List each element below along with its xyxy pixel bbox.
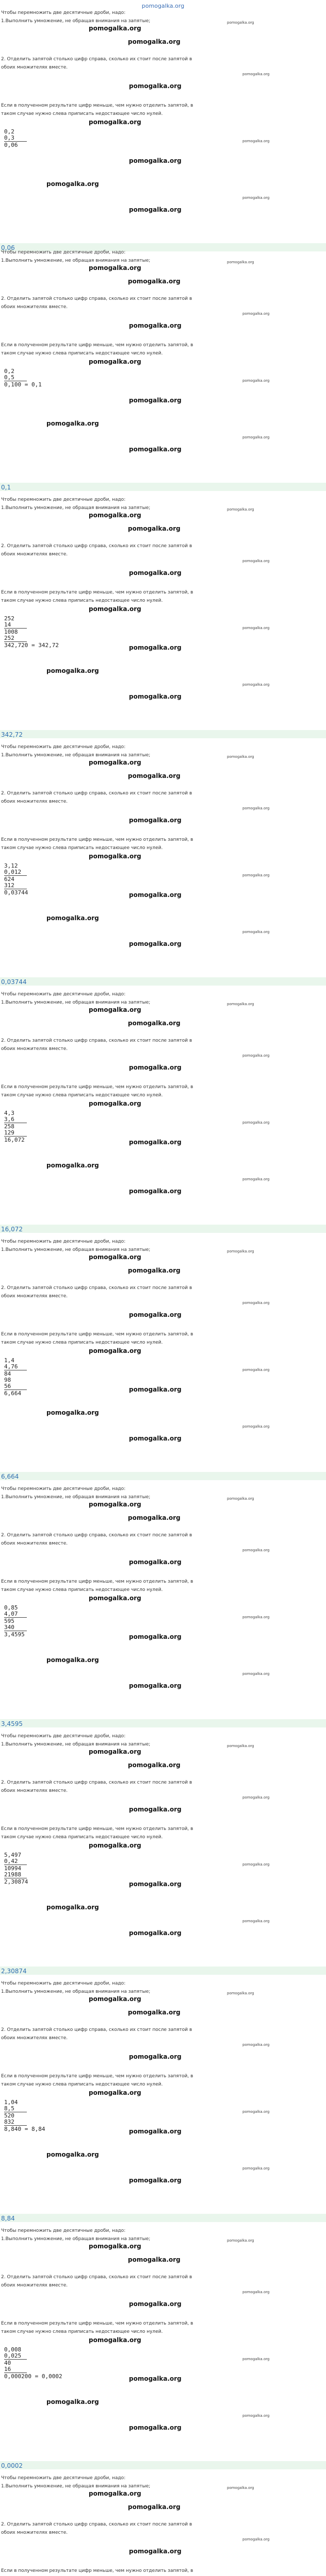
- watermark: pomogalka.org: [242, 873, 270, 877]
- instruction-step3b: таком случае нужно слева приписать недостающее число нулей.: [1, 1093, 163, 1098]
- column-row: 16,072: [4, 1137, 25, 1143]
- answer-bar: [0, 730, 326, 738]
- watermark: pomogalka.org: [89, 2243, 141, 2250]
- column-multiplication: [4, 129, 27, 148]
- instruction-step3b: таком случае нужно слева приписать недостающее число нулей.: [1, 598, 163, 603]
- column-row: 21988: [4, 1871, 22, 1878]
- watermark: pomogalka.org: [242, 559, 270, 563]
- answer-value: 16,072: [1, 1226, 23, 1233]
- instruction-intro: Чтобы перемножить две десятичные дроби, надо:: [1, 744, 126, 750]
- column-row: 0,2: [4, 368, 14, 375]
- answer-bar: [0, 1472, 326, 1480]
- watermark: pomogalka.org: [89, 1347, 141, 1354]
- instruction-step3b: таком случае нужно слева приписать недостающее число нулей.: [1, 1835, 163, 1840]
- watermark: pomogalka.org: [242, 1548, 270, 1552]
- watermark: pomogalka.org: [242, 379, 270, 383]
- instruction-step3a: Если в полученном результате цифр меньше, чем нужно отделить запятой, в: [1, 103, 193, 108]
- column-row: 0,025: [4, 2352, 22, 2359]
- watermark: pomogalka.org: [242, 1425, 270, 1429]
- watermark: pomogalka.org: [89, 1100, 141, 1107]
- instruction-intro: Чтобы перемножить две десятичные дроби, надо:: [1, 250, 126, 255]
- column-row: 10994: [4, 1865, 22, 1872]
- column-multiplication: [4, 1358, 27, 1397]
- instruction-step2a: 2. Отделить запятой столько цифр справа, сколько их стоит после запятой в: [1, 1780, 192, 1785]
- column-row: 624: [4, 876, 14, 883]
- column-row: 340: [4, 1624, 14, 1631]
- instruction-step3a: Если в полученном результате цифр меньше, чем нужно отделить запятой, в: [1, 1579, 193, 1584]
- watermark: pomogalka.org: [129, 569, 182, 577]
- column-row: 0,000200 = 0,0002: [4, 2373, 62, 2380]
- column-row: 5,497: [4, 1852, 22, 1858]
- answer-value: 0,03744: [1, 978, 27, 986]
- watermark: pomogalka.org: [242, 2537, 270, 2541]
- watermark: pomogalka.org: [129, 446, 182, 453]
- column-row: 56: [4, 1383, 11, 1389]
- column-row: 0,85: [4, 1604, 18, 1611]
- watermark: pomogalka.org: [128, 1020, 181, 1027]
- column-row: 3,6: [4, 1116, 14, 1123]
- watermark: pomogalka.org: [242, 196, 270, 200]
- watermark: pomogalka.org: [129, 2053, 182, 2060]
- watermark: pomogalka.org: [129, 2128, 182, 2135]
- column-row: 832: [4, 2119, 14, 2125]
- column-row: 342,720 = 342,72: [4, 642, 59, 649]
- column-row: 84: [4, 1370, 11, 1377]
- column-multiplication: [4, 1852, 28, 1885]
- column-row: 4,76: [4, 1363, 18, 1370]
- instruction-intro: Чтобы перемножить две десятичные дроби, надо:: [1, 1981, 126, 1986]
- answer-value: 3,4595: [1, 1720, 23, 1727]
- column-row: 8,5: [4, 2105, 14, 2112]
- instruction-step3b: таком случае нужно слева приписать недостающее число нулей.: [1, 111, 163, 116]
- watermark: pomogalka.org: [242, 1862, 270, 1867]
- answer-bar: [0, 1719, 326, 1727]
- watermark: pomogalka.org: [46, 180, 99, 188]
- column-multiplication: [4, 616, 59, 649]
- watermark: pomogalka.org: [128, 1514, 181, 1521]
- watermark: pomogalka.org: [46, 2151, 99, 2158]
- watermark: pomogalka.org: [89, 1006, 141, 1013]
- watermark: pomogalka.org: [242, 1054, 270, 1058]
- instruction-step1: 1.Выполнить умножение, не обращая внимания на запятые;: [1, 19, 151, 24]
- answer-value: 6,664: [1, 1473, 19, 1480]
- watermark: pomogalka.org: [89, 853, 141, 860]
- column-row: 2,30874: [4, 1878, 28, 1885]
- watermark: pomogalka.org: [227, 1991, 254, 1995]
- instruction-step2a: 2. Отделить запятой столько цифр справа, сколько их стоит после запятой в: [1, 544, 192, 549]
- watermark: pomogalka.org: [129, 1139, 182, 1146]
- instruction-step2a: 2. Отделить запятой столько цифр справа, сколько их стоит после запятой в: [1, 2522, 192, 2527]
- instruction-step1: 1.Выполнить умножение, не обращая внимания на запятые;: [1, 1495, 151, 1500]
- solution-section: [0, 1486, 326, 1728]
- instruction-step2b: обоих множителях вместе.: [1, 65, 68, 70]
- watermark: pomogalka.org: [242, 683, 270, 687]
- column-row: 6,664: [4, 1390, 22, 1397]
- watermark: pomogalka.org: [129, 206, 182, 213]
- column-row: 0,42: [4, 1858, 18, 1865]
- column-row: 252: [4, 635, 14, 641]
- column-row: 0,2: [4, 128, 14, 135]
- instruction-intro: Чтобы перемножить две десятичные дроби, надо:: [1, 1734, 126, 1739]
- site-header: [0, 0, 326, 11]
- watermark: pomogalka.org: [242, 1919, 270, 1923]
- instruction-step3a: Если в полученном результате цифр меньше, чем нужно отделить запятой, в: [1, 343, 193, 348]
- instruction-step2a: 2. Отделить запятой столько цифр справа, сколько их стоит после запятой в: [1, 2027, 192, 2032]
- instruction-step3a: Если в полученном результате цифр меньше, чем нужно отделить запятой, в: [1, 2074, 193, 2079]
- column-row: 0,03744: [4, 889, 28, 896]
- column-row: 4,07: [4, 1611, 18, 1617]
- instruction-step3b: таком случае нужно слева приписать недостающее число нулей.: [1, 1587, 163, 1592]
- watermark: pomogalka.org: [129, 1880, 182, 1888]
- watermark: pomogalka.org: [242, 435, 270, 439]
- instruction-step3b: таком случае нужно слева приписать недостающее число нулей.: [1, 845, 163, 851]
- solution-section: [0, 1734, 326, 1976]
- watermark: pomogalka.org: [242, 2357, 270, 2361]
- instruction-step2b: обоих множителях вместе.: [1, 304, 68, 310]
- answer-value: 342,72: [1, 731, 23, 738]
- watermark: pomogalka.org: [242, 1121, 270, 1125]
- watermark: pomogalka.org: [129, 2548, 182, 2555]
- instruction-step1: 1.Выполнить умножение, не обращая внимания на запятые;: [1, 753, 151, 758]
- watermark: pomogalka.org: [128, 278, 181, 285]
- watermark: pomogalka.org: [89, 25, 141, 32]
- watermark: pomogalka.org: [89, 605, 141, 613]
- column-row: 129: [4, 1129, 14, 1136]
- answer-bar: [0, 483, 326, 491]
- column-row: 0,100 = 0,1: [4, 381, 42, 388]
- instruction-step2b: обоих множителях вместе.: [1, 1788, 68, 1793]
- instruction-step3b: таком случае нужно слева приписать недостающее число нулей.: [1, 2329, 163, 2334]
- watermark: pomogalka.org: [128, 2256, 181, 2263]
- column-multiplication: [4, 2347, 62, 2380]
- watermark: pomogalka.org: [129, 1064, 182, 1071]
- watermark: pomogalka.org: [227, 1497, 254, 1501]
- watermark: pomogalka.org: [242, 1301, 270, 1305]
- solution-section: [0, 2476, 326, 2576]
- watermark: pomogalka.org: [227, 1249, 254, 1253]
- watermark: pomogalka.org: [242, 139, 270, 143]
- watermark: pomogalka.org: [242, 2043, 270, 2047]
- answer-bar: [0, 2461, 326, 2469]
- instruction-step3a: Если в полученном результате цифр меньше, чем нужно отделить запятой, в: [1, 2568, 193, 2573]
- watermark: pomogalka.org: [242, 626, 270, 630]
- watermark: pomogalka.org: [227, 21, 254, 25]
- instruction-step2a: 2. Отделить запятой столько цифр справа, сколько их стоит после запятой в: [1, 296, 192, 301]
- watermark: pomogalka.org: [129, 82, 182, 90]
- watermark: pomogalka.org: [89, 1501, 141, 1508]
- instruction-step1: 1.Выполнить умножение, не обращая внимания на запятые;: [1, 1742, 151, 1747]
- watermark: pomogalka.org: [46, 1656, 99, 1664]
- watermark: pomogalka.org: [46, 914, 99, 922]
- instruction-step1: 1.Выполнить умножение, не обращая внимания на запятые;: [1, 258, 151, 263]
- watermark: pomogalka.org: [129, 1311, 182, 1318]
- watermark: pomogalka.org: [46, 667, 99, 674]
- instruction-step2a: 2. Отделить запятой столько цифр справа, сколько их стоит после запятой в: [1, 1285, 192, 1291]
- instruction-step2a: 2. Отделить запятой столько цифр справа, сколько их стоит после запятой в: [1, 57, 192, 62]
- watermark: pomogalka.org: [128, 1761, 181, 1769]
- answer-bar: [0, 977, 326, 986]
- watermark: pomogalka.org: [242, 72, 270, 76]
- watermark: pomogalka.org: [129, 1633, 182, 1640]
- watermark: pomogalka.org: [89, 1842, 141, 1849]
- instruction-step2b: обоих множителях вместе.: [1, 1046, 68, 1052]
- answer-bar: [0, 2214, 326, 2222]
- solution-section: [0, 1239, 326, 1481]
- watermark: pomogalka.org: [129, 1435, 182, 1442]
- instruction-intro: Чтобы перемножить две десятичные дроби, надо:: [1, 992, 126, 997]
- watermark: pomogalka.org: [89, 1595, 141, 1602]
- watermark: pomogalka.org: [128, 2503, 181, 2511]
- watermark: pomogalka.org: [89, 2490, 141, 2497]
- watermark: pomogalka.org: [242, 806, 270, 810]
- watermark: pomogalka.org: [227, 1744, 254, 1748]
- watermark: pomogalka.org: [89, 1748, 141, 1755]
- column-row: 4,3: [4, 1110, 14, 1116]
- watermark: pomogalka.org: [129, 940, 182, 947]
- watermark: pomogalka.org: [46, 1904, 99, 1911]
- solution-section: [0, 1981, 326, 2223]
- instruction-step2b: обоих множителях вместе.: [1, 2530, 68, 2535]
- watermark: pomogalka.org: [46, 420, 99, 427]
- watermark: pomogalka.org: [227, 2486, 254, 2490]
- watermark: pomogalka.org: [129, 1386, 182, 1393]
- instruction-intro: Чтобы перемножить две десятичные дроби, надо:: [1, 497, 126, 502]
- column-row: 0,012: [4, 869, 22, 875]
- instruction-step3a: Если в полученном результате цифр меньше, чем нужно отделить запятой, в: [1, 1826, 193, 1832]
- instruction-step1: 1.Выполнить умножение, не обращая внимания на запятые;: [1, 1247, 151, 1252]
- column-row: 0,5: [4, 374, 14, 381]
- watermark: pomogalka.org: [129, 1682, 182, 1689]
- solution-section: [0, 497, 326, 739]
- column-row: 40: [4, 2360, 11, 2366]
- watermark: pomogalka.org: [89, 2089, 141, 2096]
- watermark: pomogalka.org: [128, 1267, 181, 1274]
- watermark: pomogalka.org: [242, 2290, 270, 2294]
- instruction-step1: 1.Выполнить умножение, не обращая внимания на запятые;: [1, 505, 151, 511]
- column-row: 1,04: [4, 2099, 18, 2106]
- watermark: pomogalka.org: [129, 644, 182, 651]
- instruction-step2b: обоих множителях вместе.: [1, 2283, 68, 2288]
- watermark: pomogalka.org: [227, 1002, 254, 1006]
- watermark: pomogalka.org: [227, 2239, 254, 2243]
- watermark: pomogalka.org: [242, 930, 270, 934]
- watermark: pomogalka.org: [46, 1162, 99, 1169]
- watermark: pomogalka.org: [89, 264, 141, 272]
- column-row: 0,008: [4, 2346, 22, 2353]
- watermark: pomogalka.org: [129, 2424, 182, 2431]
- column-row: 8,840 = 8,84: [4, 2126, 45, 2132]
- column-row: 3,12: [4, 862, 18, 869]
- column-row: 520: [4, 2112, 14, 2119]
- watermark: pomogalka.org: [242, 2166, 270, 2171]
- watermark: pomogalka.org: [227, 260, 254, 264]
- watermark: pomogalka.org: [129, 322, 182, 329]
- watermark: pomogalka.org: [89, 1995, 141, 2003]
- watermark: pomogalka.org: [129, 1558, 182, 1566]
- watermark: pomogalka.org: [46, 1409, 99, 1416]
- instruction-step1: 1.Выполнить умножение, не обращая внимания на запятые;: [1, 1000, 151, 1005]
- watermark: pomogalka.org: [129, 1929, 182, 1937]
- instruction-step2a: 2. Отделить запятой столько цифр справа, сколько их стоит после запятой в: [1, 1038, 192, 1043]
- instruction-intro: Чтобы перемножить две десятичные дроби, надо:: [1, 1486, 126, 1492]
- watermark: pomogalka.org: [242, 312, 270, 316]
- column-row: 312: [4, 882, 14, 889]
- watermark: pomogalka.org: [128, 2009, 181, 2016]
- instruction-step1: 1.Выполнить умножение, не обращая внимания на запятые;: [1, 2484, 151, 2489]
- instruction-step2a: 2. Отделить запятой столько цифр справа, сколько их стоит после запятой в: [1, 791, 192, 796]
- instruction-step2b: обоих множителях вместе.: [1, 799, 68, 804]
- column-row: 3,4595: [4, 1631, 25, 1638]
- column-multiplication: [4, 2099, 45, 2132]
- solution-section: [0, 250, 326, 492]
- instruction-step3b: таком случае нужно слева приписать недостающее число нулей.: [1, 2082, 163, 2087]
- watermark: pomogalka.org: [128, 525, 181, 532]
- watermark: pomogalka.org: [128, 772, 181, 779]
- instruction-step3a: Если в полученном результате цифр меньше, чем нужно отделить запятой, в: [1, 1332, 193, 1337]
- watermark: pomogalka.org: [129, 1806, 182, 1813]
- column-multiplication: [4, 863, 28, 896]
- watermark: pomogalka.org: [129, 157, 182, 164]
- solution-section: [0, 992, 326, 1234]
- instruction-step2b: обоих множителях вместе.: [1, 1294, 68, 1299]
- column-row: 595: [4, 1618, 14, 1624]
- instruction-step2a: 2. Отделить запятой столько цифр справа, сколько их стоит после запятой в: [1, 2275, 192, 2280]
- watermark: pomogalka.org: [89, 358, 141, 365]
- answer-value: 0,06: [1, 244, 15, 251]
- watermark: pomogalka.org: [242, 1795, 270, 1800]
- instruction-step2b: обоих множителях вместе.: [1, 1541, 68, 1546]
- instruction-step3b: таком случае нужно слева приписать недостающее число нулей.: [1, 1340, 163, 1345]
- watermark: pomogalka.org: [129, 817, 182, 824]
- watermark: pomogalka.org: [129, 1188, 182, 1195]
- instruction-step2b: обоих множителях вместе.: [1, 552, 68, 557]
- watermark: pomogalka.org: [89, 118, 141, 126]
- watermark: pomogalka.org: [129, 693, 182, 700]
- watermark: pomogalka.org: [242, 2110, 270, 2114]
- solution-section: [0, 2228, 326, 2470]
- answer-value: 2,30874: [1, 1968, 27, 1975]
- answer-bar: [0, 1967, 326, 1975]
- solution-section: [0, 10, 326, 252]
- solution-section: [0, 744, 326, 987]
- column-row: 16: [4, 2366, 11, 2372]
- column-row: 14: [4, 621, 11, 628]
- column-row: 258: [4, 1123, 14, 1130]
- column-row: 0,06: [4, 142, 18, 148]
- watermark: pomogalka.org: [242, 1615, 270, 1619]
- watermark: pomogalka.org: [46, 2398, 99, 2405]
- column-row: 1,4: [4, 1357, 14, 1364]
- watermark: pomogalka.org: [227, 507, 254, 512]
- column-row: 0,3: [4, 134, 14, 141]
- watermark: pomogalka.org: [129, 397, 182, 404]
- column-row: 252: [4, 615, 14, 622]
- instruction-step3b: таком случае нужно слева приписать недостающее число нулей.: [1, 351, 163, 356]
- watermark: pomogalka.org: [128, 38, 181, 45]
- answer-value: 0,0002: [1, 2462, 23, 2469]
- watermark: pomogalka.org: [242, 1177, 270, 1181]
- watermark: pomogalka.org: [129, 2375, 182, 2382]
- instruction-step3a: Если в полученном результате цифр меньше, чем нужно отделить запятой, в: [1, 590, 193, 595]
- watermark: pomogalka.org: [89, 759, 141, 766]
- watermark: pomogalka.org: [227, 755, 254, 759]
- instruction-step3a: Если в полученном результате цифр меньше, чем нужно отделить запятой, в: [1, 2321, 193, 2326]
- instruction-step2a: 2. Отделить запятой столько цифр справа, сколько их стоит после запятой в: [1, 1533, 192, 1538]
- watermark: pomogalka.org: [242, 1368, 270, 1372]
- instruction-step1: 1.Выполнить умножение, не обращая внимания на запятые;: [1, 1989, 151, 1994]
- watermark: pomogalka.org: [242, 2414, 270, 2418]
- answer-value: 8,84: [1, 2215, 15, 2222]
- instruction-step1: 1.Выполнить умножение, не обращая внимания на запятые;: [1, 2236, 151, 2242]
- watermark: pomogalka.org: [129, 2300, 182, 2308]
- watermark: pomogalka.org: [89, 1253, 141, 1261]
- watermark: pomogalka.org: [242, 1672, 270, 1676]
- watermark: pomogalka.org: [89, 2336, 141, 2344]
- instruction-step3a: Если в полученном результате цифр меньше, чем нужно отделить запятой, в: [1, 1084, 193, 1090]
- watermark: pomogalka.org: [89, 512, 141, 519]
- site-title[interactable]: pomogalka.org: [141, 3, 185, 9]
- column-multiplication: [4, 1605, 27, 1638]
- instruction-intro: Чтобы перемножить две десятичные дроби, надо:: [1, 2476, 126, 2481]
- watermark: pomogalka.org: [129, 891, 182, 899]
- column-row: 1008: [4, 629, 18, 635]
- column-row: 98: [4, 1377, 11, 1383]
- column-multiplication: [4, 1110, 27, 1143]
- answer-value: 0,1: [1, 484, 11, 491]
- answer-bar: [0, 1225, 326, 1233]
- instruction-intro: Чтобы перемножить две десятичные дроби, надо:: [1, 2228, 126, 2233]
- instruction-step3a: Если в полученном результате цифр меньше, чем нужно отделить запятой, в: [1, 837, 193, 842]
- instruction-step2b: обоих множителях вместе.: [1, 2036, 68, 2041]
- column-multiplication: [4, 368, 42, 388]
- instruction-intro: Чтобы перемножить две десятичные дроби, надо:: [1, 10, 126, 15]
- instruction-intro: Чтобы перемножить две десятичные дроби, надо:: [1, 1239, 126, 1244]
- watermark: pomogalka.org: [129, 2177, 182, 2184]
